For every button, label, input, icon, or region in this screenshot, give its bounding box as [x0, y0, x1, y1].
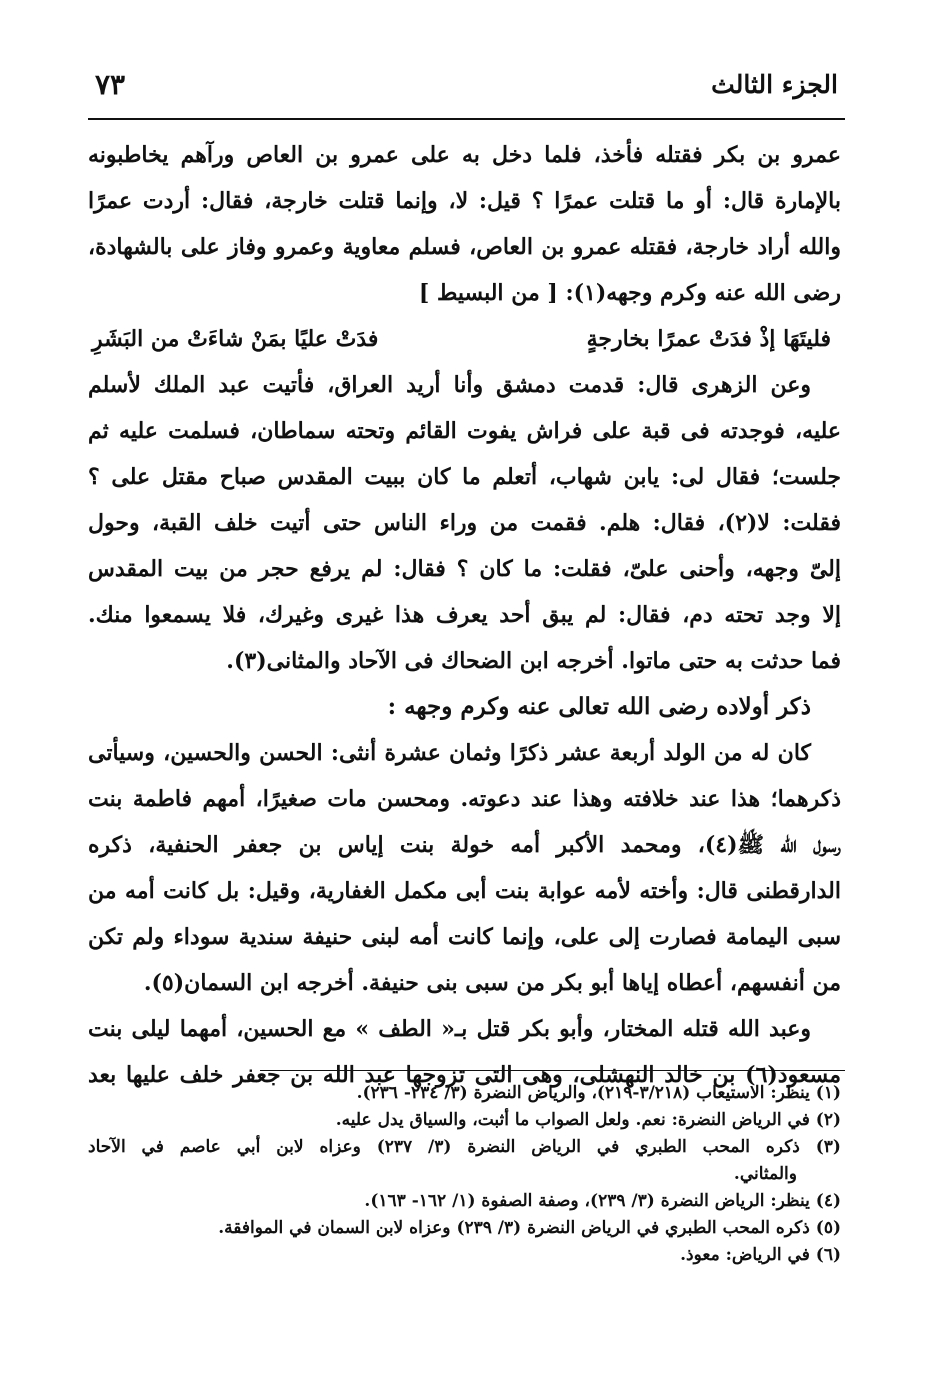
- footnote: (٢) في الرياض النضرة: نعم. ولعل الصواب ما أثبت، والسياق يدل عليه.: [335, 1110, 841, 1130]
- main-text: [88, 132, 841, 1098]
- text-line: الدارقطنى قال: وأخته لأمه عوابة بنت أبى مكمل الغفارية، وقيل: بل كانت أمه من: [88, 878, 841, 904]
- footnote: (٥) ذكره المحب الطبري في الرياض النضرة (٣/ ٢٣٩) وعزاه لابن السمان في الموافقة.: [218, 1218, 841, 1238]
- text-line: رسول الله ﷺ(٤)، ومحمد الأكبر أمه خولة بنت إياس بن جعفر الحنفية، ذكره: [88, 832, 841, 858]
- page-number: ٧٣: [95, 68, 126, 101]
- footnotes: [88, 1080, 841, 1269]
- text-line: إلىّ وجهه، وأحنى علىّ، فقلت: ما كان ؟ فقال: لم يرفع حجر من بيت المقدس: [88, 556, 841, 582]
- text-line: سبى اليمامة فصارت إلى على، وإنما كانت أمه لبنى حنيفة سندية سوداء ولم تكن: [88, 924, 841, 950]
- section-heading: ذكر أولاده رضى الله تعالى عنه وكرم وجهه :: [387, 693, 811, 720]
- text-line: عمرو بن بكر فقتله فأخذ، فلما دخل به على عمرو بن العاص ورآهم يخاطبونه: [88, 142, 841, 168]
- verse-hemistich-right: فليتَهَا إذْ فدَتْ عمرًا بخارجةٍ: [586, 326, 831, 352]
- poetry-verse: [88, 316, 841, 362]
- text-line: جلست؛ فقال لى: يابن شهاب، أتعلم ما كان ببيت المقدس صباح مقتل على ؟: [88, 464, 841, 490]
- text-line: والله أراد خارجة، فقتله عمرو بن العاص، فسلم معاوية وعمرو وفاز على بالشهادة،: [88, 234, 841, 260]
- text-line: رضى الله عنه وكرم وجهه(١): [ من البسيط ]: [418, 280, 841, 306]
- text-line: فقلت: لا(٢)، فقال: هلم. فقمت من وراء الناس حتى أتيت خلف القبة، وحول: [88, 510, 841, 536]
- footnote: (٣) ذكره المحب الطبري في الرياض النضرة (٣/ ٢٣٧) وعزاه لابن أبي عاصم في الآحاد: [88, 1137, 841, 1157]
- footnote-continuation: والمثاني.: [733, 1164, 797, 1184]
- text-line: بالإمارة قال: أو ما قتلت عمرًا ؟ قيل: لا، وإنما قتلت خارجة، فقال: أردت عمرًا: [88, 188, 841, 214]
- text-line: من أنفسهم، أعطاه إياها أبو بكر من سبى بنى حنيفة. أخرجه ابن السمان(٥).: [143, 970, 841, 996]
- header-rule: [88, 118, 845, 120]
- text-line: عليه، فوجدته فى قبة على فراش يفوت القائم وتحته سماطان، فسلمت عليه ثم: [88, 418, 841, 444]
- text-line: وعن الزهرى قال: قدمت دمشق وأنا أريد العراق، فأتيت عبد الملك لأسلم: [88, 372, 811, 398]
- text-line: مسعود(٦) بن خالد النهشلى، وهى التى تزوجها عبد الله بن جعفر خلف عليها بعد: [88, 1062, 841, 1088]
- footnote-rule: [260, 1070, 845, 1071]
- text-line: وعبد الله قتله المختار، وأبو بكر قتل بـ« الطف » مع الحسين، أمهما ليلى بنت: [88, 1016, 811, 1042]
- text-line: ذكرهما؛ هذا عند خلافته وهذا عند دعوته. ومحسن مات صغيرًا، أمهم فاطمة بنت: [88, 786, 841, 812]
- footnote: (٤) ينظر: الرياض النضرة (٣/ ٢٣٩)، وصفة الصفوة (١/ ١٦٢- ١٦٣).: [364, 1191, 841, 1211]
- footnote: (١) ينظر: الاستيعاب (٣/٢١٨-٢١٩)، والرياض النضرة (٣/ ٢٣٤- ٢٣٦).: [356, 1083, 841, 1103]
- footnote: (٦) في الرياض: معوذ.: [680, 1245, 841, 1265]
- text-line: فما حدثت به حتى ماتوا. أخرجه ابن الضحاك فى الآحاد والمثانى(٣).: [226, 648, 841, 674]
- text-line: إلا وجد تحته دم، فقال: لم يبق أحد يعرف هذا غيرى وغيرك، فلا يسمعوا منك.: [88, 602, 841, 628]
- running-header-title: الجزء الثالث: [711, 70, 838, 99]
- text-line: كان له من الولد أربعة عشر ذكرًا وثمان عشرة أنثى: الحسن والحسين، وسيأتى: [88, 740, 811, 766]
- verse-hemistich-left: فدَتْ عليًا بمَنْ شاءَتْ من البَشَرِ: [92, 326, 379, 352]
